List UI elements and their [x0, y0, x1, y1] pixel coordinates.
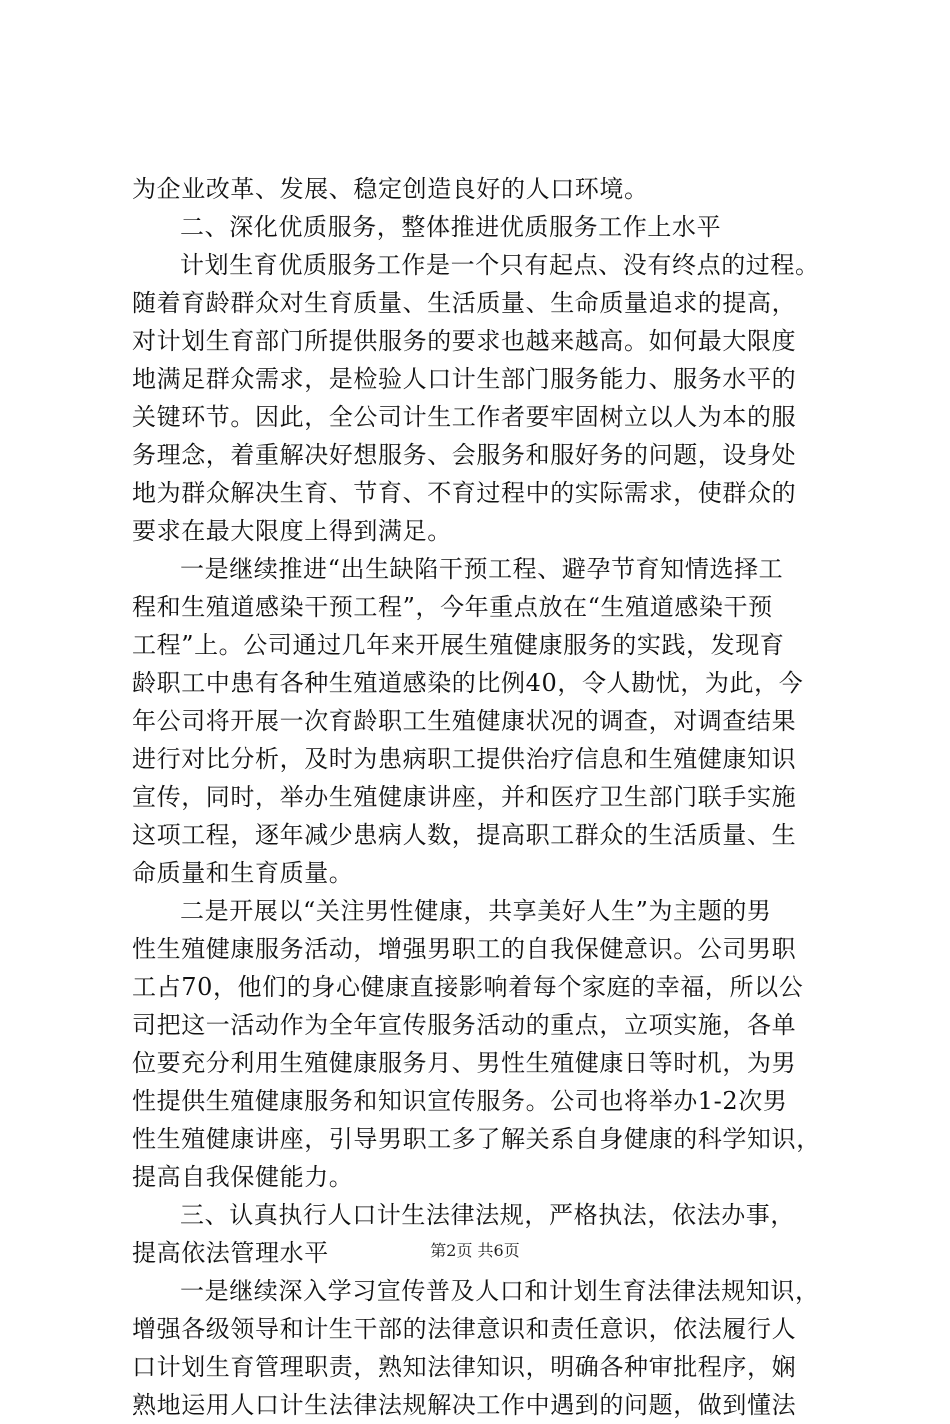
text-line: 为企业改革、发展、稳定创造良好的人口环境。	[132, 175, 649, 203]
text-line: 龄职工中患有各种生殖道感染的比例40，令人勘忧，为此，今	[132, 669, 804, 697]
text-line: 位要充分利用生殖健康服务月、男性生殖健康日等时机，为男	[132, 1049, 797, 1077]
text-line: 二、深化优质服务，整体推进优质服务工作上水平	[180, 213, 722, 241]
text-line: 年公司将开展一次育龄职工生殖健康状况的调查，对调查结果	[132, 707, 797, 735]
text-line: 口计划生育管理职责，熟知法律知识，明确各种审批程序，娴	[132, 1353, 797, 1381]
text-line: 计划生育优质服务工作是一个只有起点、没有终点的过程。	[180, 251, 820, 279]
text-line: 进行对比分析，及时为患病职工提供治疗信息和生殖健康知识	[132, 745, 797, 773]
text-line: 关键环节。因此，全公司计生工作者要牢固树立以人为本的服	[132, 403, 797, 431]
text-line: 随着育龄群众对生育质量、生活质量、生命质量追求的提高，	[132, 289, 797, 317]
text-line: 务理念，着重解决好想服务、会服务和服好务的问题，设身处	[132, 441, 797, 469]
text-line: 一是继续深入学习宣传普及人口和计划生育法律法规知识，	[180, 1277, 820, 1305]
text-line: 司把这一活动作为全年宣传服务活动的重点，立项实施，各单	[132, 1011, 797, 1039]
text-line: 提高自我保健能力。	[132, 1163, 354, 1191]
text-line: 地满足群众需求，是检验人口计生部门服务能力、服务水平的	[132, 365, 797, 393]
text-line: 一是继续推进“出生缺陷干预工程、避孕节育知情选择工	[180, 555, 784, 583]
text-line: 地为群众解决生育、节育、不育过程中的实际需求，使群众的	[132, 479, 797, 507]
text-line: 命质量和生育质量。	[132, 859, 354, 887]
text-line: 性生殖健康服务活动，增强男职工的自我保健意识。公司男职	[132, 935, 797, 963]
text-line: 二是开展以“关注男性健康，共享美好人生”为主题的男	[180, 897, 772, 925]
text-line: 熟地运用人口计生法律法规解决工作中遇到的问题，做到懂法	[132, 1391, 797, 1419]
text-line: 工占70，他们的身心健康直接影响着每个家庭的幸福，所以公	[132, 973, 804, 1001]
text-line: 提高依法管理水平	[132, 1239, 329, 1267]
document-body	[132, 170, 842, 1424]
text-line: 这项工程，逐年减少患病人数，提高职工群众的生活质量、生	[132, 821, 797, 849]
text-line: 性生殖健康讲座，引导男职工多了解关系自身健康的科学知识，	[132, 1125, 821, 1153]
text-line: 程和生殖道感染干预工程”，今年重点放在“生殖道感染干预	[132, 593, 773, 621]
page-footer: 第2页 共6页	[430, 1241, 520, 1260]
text-line: 增强各级领导和计生干部的法律意识和责任意识，依法履行人	[132, 1315, 797, 1343]
text-line: 宣传，同时，举办生殖健康讲座，并和医疗卫生部门联手实施	[132, 783, 797, 811]
text-line: 工程”上。公司通过几年来开展生殖健康服务的实践，发现育	[132, 631, 785, 659]
text-line: 对计划生育部门所提供服务的要求也越来越高。如何最大限度	[132, 327, 797, 355]
text-line: 三、认真执行人口计生法律法规，严格执法，依法办事，	[180, 1201, 795, 1229]
text-line: 性提供生殖健康服务和知识宣传服务。公司也将举办1-2次男	[132, 1087, 788, 1115]
text-line: 要求在最大限度上得到满足。	[132, 517, 452, 545]
